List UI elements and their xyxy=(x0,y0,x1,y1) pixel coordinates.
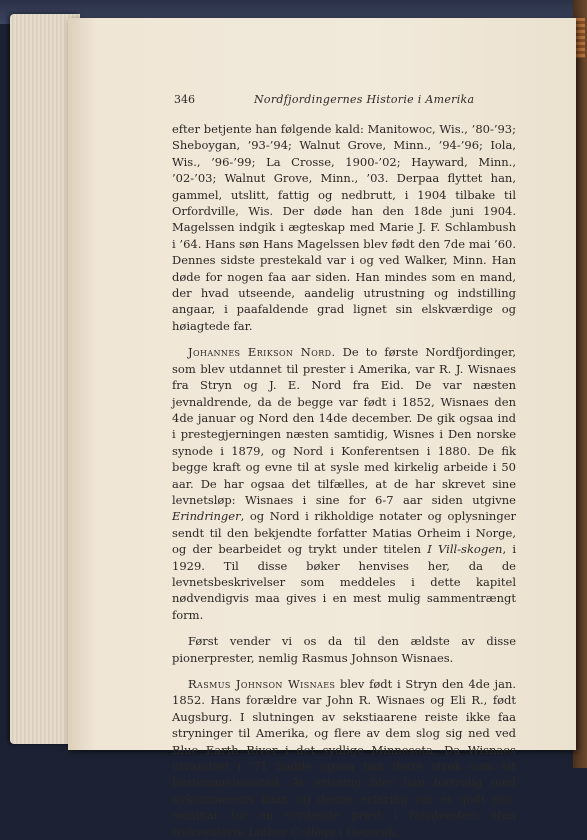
book-title: Erindringer xyxy=(172,509,241,524)
paragraph-wisnaes xyxy=(172,676,516,840)
paragraph-text: blev født i Stryn den 4de jan. 1852. Hans forældre var John R. Wisnaes og Eli R., født Augsburg. I slutningen av sekstiaarene reiste ikke faa stryninger til Amerika, og flere av dem slog sig ned ved Blue Earth River i det sydlige Minnesota. Da Wisnaes utvandret i ’71 hadde ogsaa han dette strøk som sit bestemmelsessted. Av erfaring blev han fortrolig med nykommerens kaar, og denne erfaring var et godt pro-seminar for en vordende prest i Nordvesten. Han frekventerte Luther College i Decorah, xyxy=(172,677,517,839)
page-header xyxy=(174,93,534,111)
running-head: Nordfjordingernes Historie i Amerika xyxy=(254,93,475,106)
body-text xyxy=(172,121,516,840)
page-number: 346 xyxy=(174,93,195,106)
paragraph-continuation: efter betjente han følgende kald: Manitowoc, Wis., ’80-’93; Sheboygan, ’93-’94; Walnut Grove, Minn., ’94-’96; Iola, Wis., ’96-’99; La Crosse, 1900-’02; Hayward, Minn., ’02-’03; Walnut Grove, Minn., ’03. Derpaa flyttet han, gammel, utslitt, fattig og nedbrutt, i 1904 tilbake til Orfordville, Wis. Der døde han den 18de juni 1904. Magelssen indgik i ægteskap med Marie J. F. Schlambush i ’64. Hans søn Hans Magelssen blev født den 7de mai ’60. Dennes sidste prestekald var i og ved Walker, Minn. Han døde for nogen faa aar siden. Han mindes som en mand, der hvad utseende, aandelig utrustning og indstilling angaar, i paafaldende grad lignet sin elskværdige og høiagtede far. xyxy=(172,122,516,333)
paragraph-text: De to første Nordfjordinger, som blev utdannet til prester i Amerika, var R. J. Wisnaes fra Stryn og J. E. Nord fra Eid. De var næsten jevnaldrende, da de begge var født i 1852, Wisnaes den 4de januar og Nord den 14de december. De gik ogsaa ind i prestegjerningen næsten samtidig, Wisnes i Den norske synode i 1879, og Nord i Konferentsen i 1880. De fik begge kraft og evne til at sysle med kirkelig arbeide i 50 aar. De har ogsaa det tilfælles, at de har skrevet sine levnetsløp: Wisnaes i sine for 6-7 aar siden utgivne xyxy=(172,345,516,507)
paragraph-intro: Først vender vi os da til den ældste av disse pionerprester, nemlig Rasmus Johnson Wisnaes. xyxy=(172,634,516,665)
paragraph-text: , og Nord i rikholdige notater og oplysninger sendt til den bekjendte forfatter Matias Orheim i Norge, og der bearbeidet og trykt under titelen xyxy=(172,509,516,557)
book-title: I Vill-skogen xyxy=(427,542,503,557)
bookmark-ribbon xyxy=(575,18,585,58)
entry-name: Johannes Erikson Nord. xyxy=(188,345,336,360)
paragraph-nord xyxy=(172,344,516,623)
entry-name: Rasmus Johnson Wisnaes xyxy=(188,677,336,691)
paragraph-text: , i 1929. Til disse bøker henvises her, da de levnetsbeskrivelser som meddeles i dette kapitel nødvendigvis maa gives i en mest mulig sammentrængt form. xyxy=(172,542,516,622)
